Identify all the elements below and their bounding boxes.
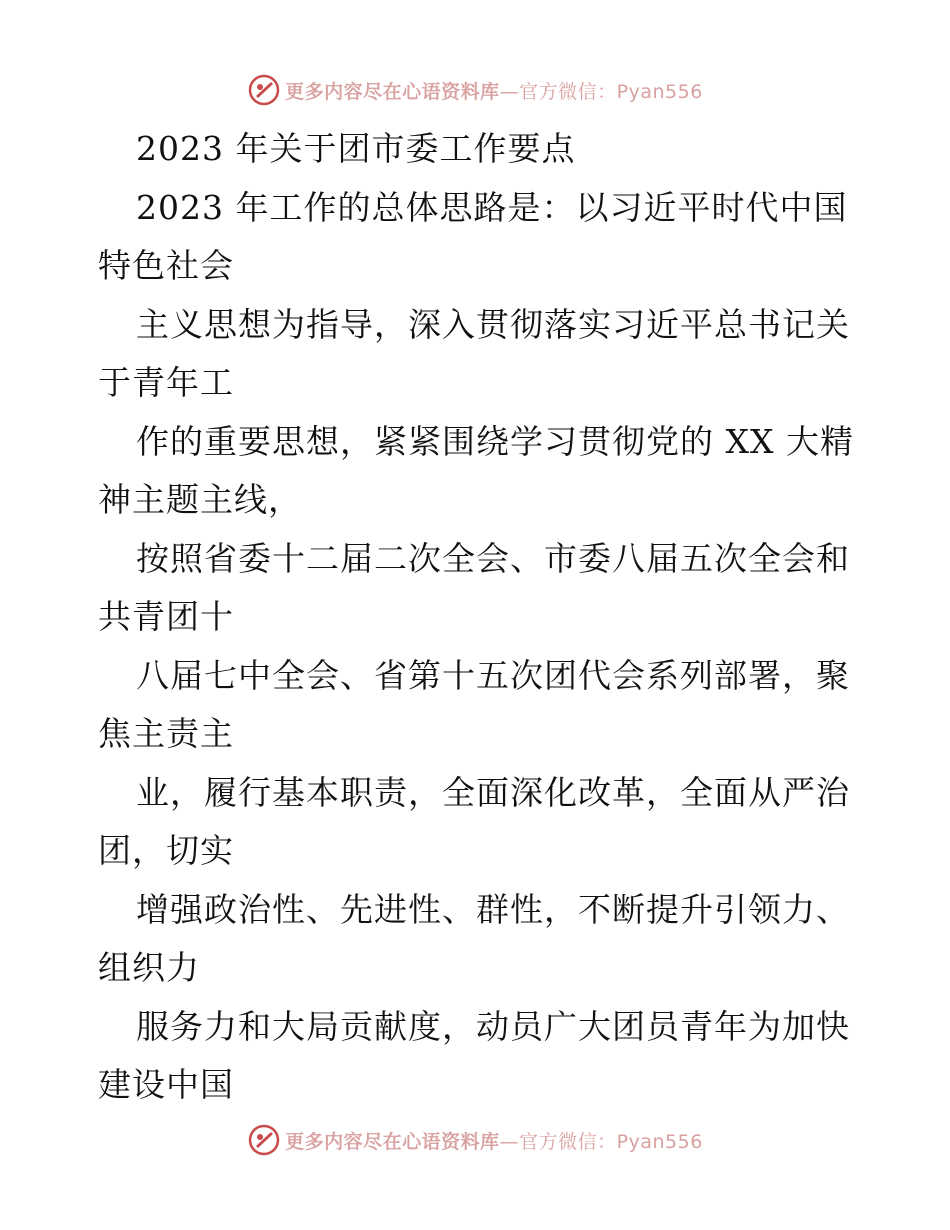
document-body: [98, 120, 858, 1115]
watermark-brand: 更多内容尽在心语资料库: [285, 80, 500, 103]
paragraph-line: 八届七中全会、省第十五次团代会系列部署，聚: [136, 655, 850, 695]
paragraph-line: 焦主责主: [98, 714, 234, 753]
watermark-suffix: 官方微信：Pyan556: [519, 1130, 703, 1153]
paragraph-line: 作的重要思想，紧紧围绕学习贯彻党的 XX 大精: [136, 421, 854, 461]
doc-title: 2023 年关于团市委工作要点: [136, 129, 576, 168]
paragraph-line: 主义思想为指导，深入贯彻落实习近平总书记关: [136, 304, 850, 344]
paragraph-line: 增强政治性、先进性、群性，不断提升引领力、: [136, 889, 850, 929]
watermark-suffix: 官方微信：Pyan556: [519, 80, 703, 103]
paragraph-line: 建设中国: [98, 1065, 234, 1104]
paragraph-line: 团，切实: [98, 831, 234, 870]
paragraph-line: 组织力: [98, 948, 200, 987]
paragraph-line: 特色社会: [98, 246, 234, 285]
brand-logo-icon: [247, 73, 281, 107]
header-watermark: [0, 70, 950, 110]
watermark-separator: —: [499, 80, 520, 103]
footer-watermark: [0, 1120, 950, 1160]
paragraph-line: 2023 年工作的总体思路是：以习近平时代中国: [136, 187, 848, 227]
paragraph-line: 于青年工: [98, 363, 234, 402]
paragraph-line: 共青团十: [98, 597, 234, 636]
paragraph-line: 服务力和大局贡献度，动员广大团员青年为加快: [136, 1006, 850, 1046]
watermark-separator: —: [499, 1130, 520, 1153]
watermark-brand: 更多内容尽在心语资料库: [285, 1130, 500, 1153]
paragraph-line: 业，履行基本职责，全面深化改革，全面从严治: [136, 772, 850, 812]
paragraph-line: 按照省委十二届二次全会、市委八届五次全会和: [136, 538, 850, 578]
paragraph-line: 神主题主线，: [98, 480, 302, 519]
brand-logo-icon: [247, 1123, 281, 1157]
